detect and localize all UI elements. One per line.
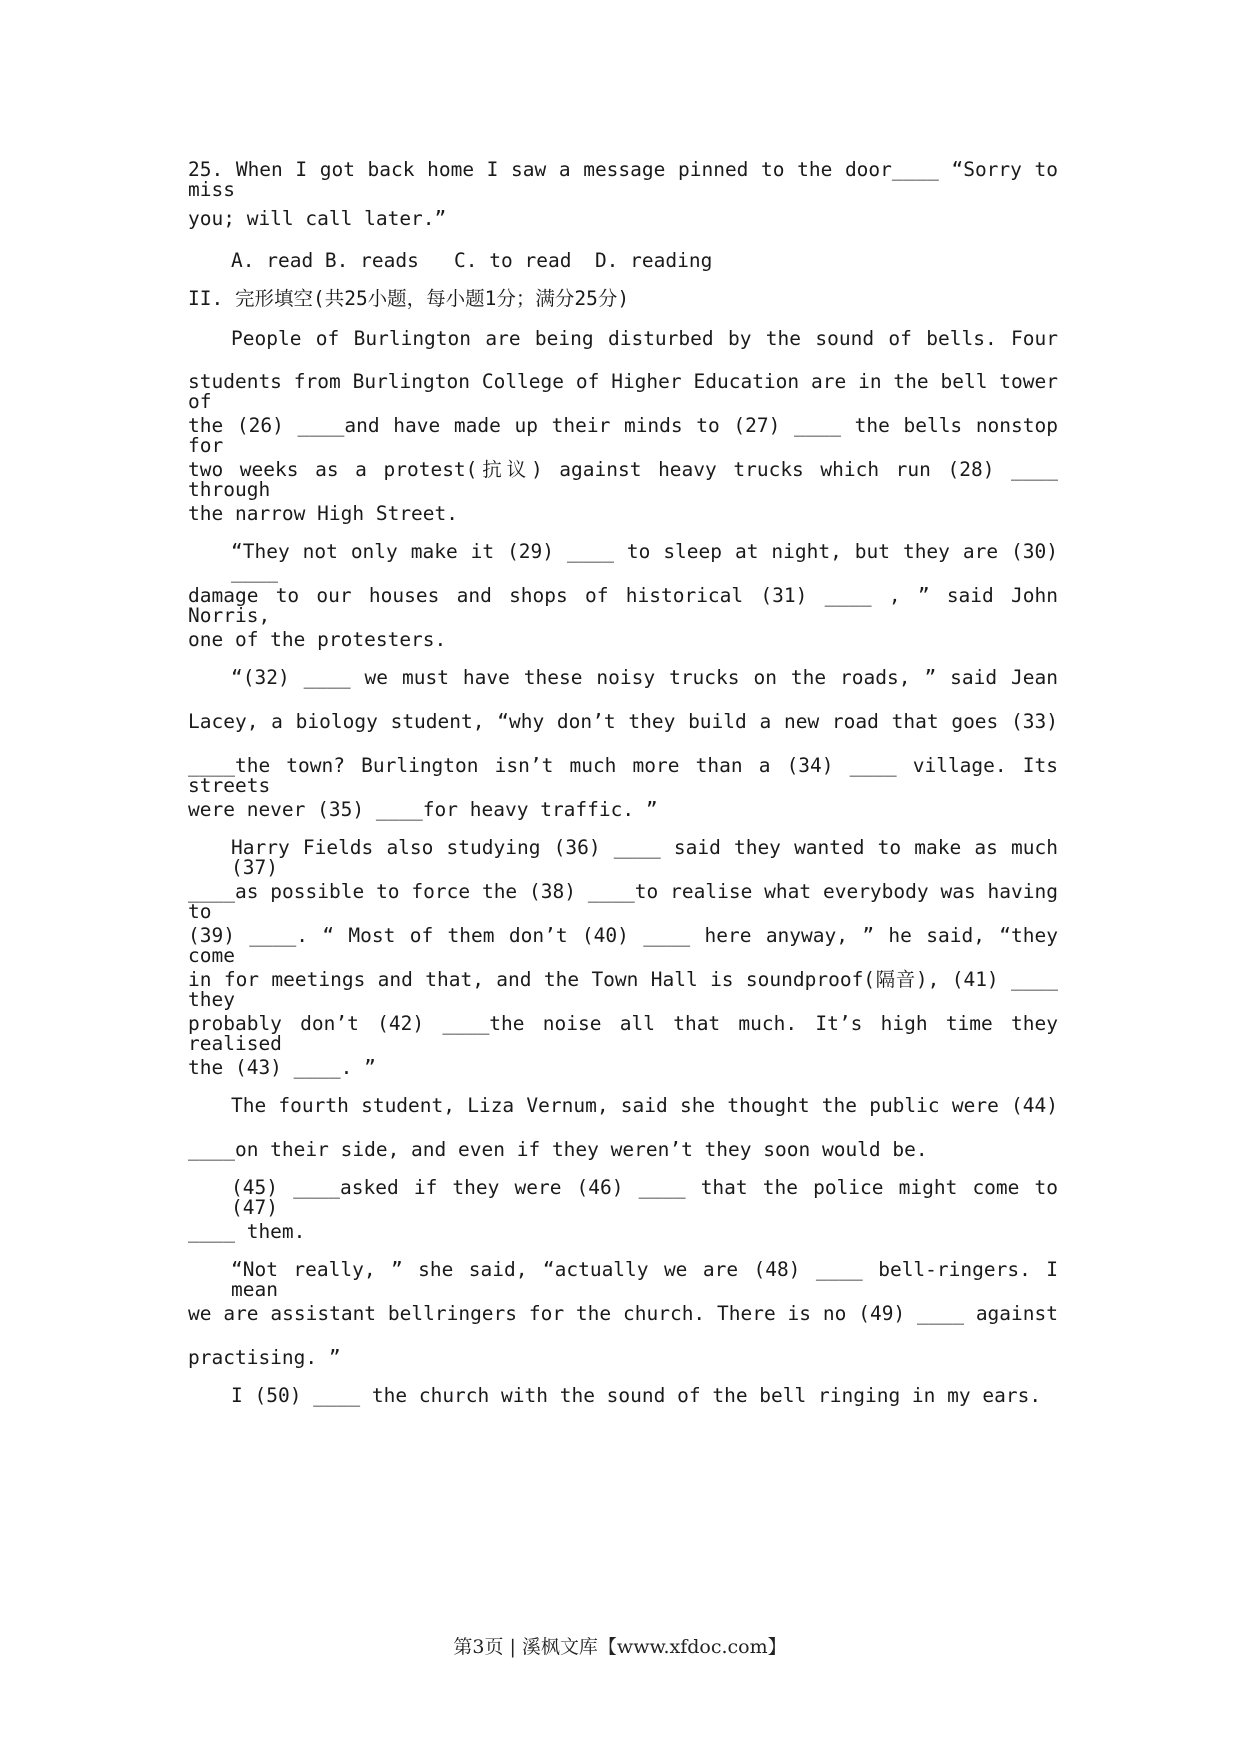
- p7-line-1: “Not really, ” she said, “actually we are (48) ____ bell-ringers. I mean: [231, 1258, 1058, 1301]
- p3-line-1: “(32) ____ we must have these noisy trucks on the roads, ” said Jean: [231, 666, 1058, 689]
- p4-line-4: in for meetings and that, and the Town Hall is soundproof(隔音), (41) ____ they: [188, 968, 1058, 1011]
- p3-line-4: were never (35) ____for heavy traffic. ”: [188, 798, 658, 821]
- p2-line-1: “They not only make it (29) ____ to sleep at night, but they are (30) ____: [231, 540, 1058, 583]
- p4-line-5: probably don’t (42) ____the noise all that much. It’s high time they realised: [188, 1012, 1058, 1055]
- section-heading: II. 完形填空(共25小题，每小题1分；满分25分): [188, 287, 630, 310]
- p2-line-3: one of the protesters.: [188, 628, 447, 651]
- p7-line-3: practising. ”: [188, 1346, 341, 1369]
- p4-line-2: ____as possible to force the (38) ____to realise what everybody was having to: [188, 880, 1058, 923]
- p5-line-2: ____on their side, and even if they weren’t they soon would be.: [188, 1138, 928, 1161]
- p4-line-1: Harry Fields also studying (36) ____ said they wanted to make as much (37): [231, 836, 1058, 879]
- p4-line-6: the (43) ____. ”: [188, 1056, 376, 1079]
- page-footer: 第3页 | 溪枫文库【www.xfdoc.com】: [453, 1636, 787, 1658]
- p7-line-2: we are assistant bellringers for the church. There is no (49) ____ against: [188, 1302, 1058, 1325]
- p2-line-2: damage to our houses and shops of historical (31) ____ , ” said John Norris,: [188, 584, 1058, 627]
- p1-line-2: students from Burlington College of Higher Education are in the bell tower of: [188, 370, 1058, 413]
- question-25-options: A. read B. reads C. to read D. reading: [231, 249, 713, 272]
- p5-line-1: The fourth student, Liza Vernum, said she thought the public were (44): [231, 1094, 1058, 1117]
- p1-line-5: the narrow High Street.: [188, 502, 459, 525]
- p3-line-2: Lacey, a biology student, “why don’t they build a new road that goes (33): [188, 710, 1058, 733]
- question-25-line-2: you; will call later.”: [188, 207, 447, 230]
- p1-line-4: two weeks as a protest(抗议) against heavy trucks which run (28) ____ through: [188, 458, 1058, 501]
- question-25-line-1: 25. When I got back home I saw a message pinned to the door____ “Sorry to miss: [188, 158, 1058, 201]
- p6-line-2: ____ them.: [188, 1220, 306, 1243]
- p1-line-1: People of Burlington are being disturbed by the sound of bells. Four: [231, 327, 1058, 350]
- p4-line-3: (39) ____. “ Most of them don’t (40) ____ here anyway, ” he said, “they come: [188, 924, 1058, 967]
- p3-line-3: ____the town? Burlington isn’t much more than a (34) ____ village. Its streets: [188, 754, 1058, 797]
- p6-line-1: (45) ____asked if they were (46) ____ that the police might come to (47): [231, 1176, 1058, 1219]
- p8-line-1: I (50) ____ the church with the sound of the bell ringing in my ears.: [231, 1384, 1042, 1407]
- document-body: [188, 160, 1058, 1424]
- p1-line-3: the (26) ____and have made up their minds to (27) ____ the bells nonstop for: [188, 414, 1058, 457]
